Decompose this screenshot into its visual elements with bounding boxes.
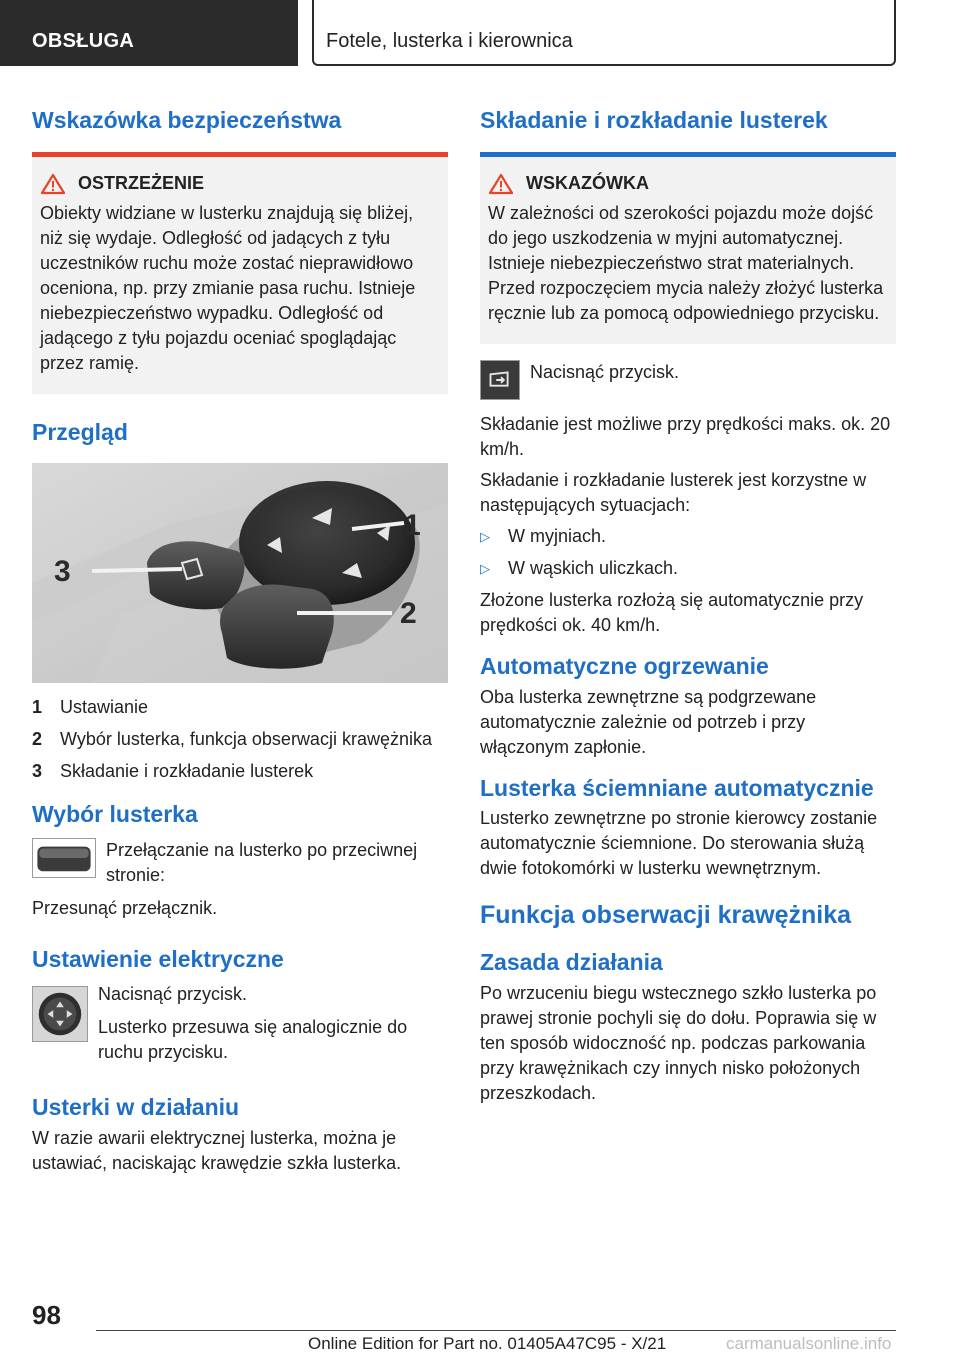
- footer-divider: [96, 1330, 896, 1331]
- warning-text: Obiekty widziane w lusterku znajdują się bliżej, niż się wydaje. Odległość od jadących z tyłu uczestników ruchu może zostać nieprawidłowo oceniona, np. przy zmianie pasa ruchu. Istnieje niebezpieczeństwo wypadku. Odległość od jadącego z tyłu pojazdu oceniać spoglądając przez ramię.: [40, 202, 416, 373]
- fold-press-text: Nacisnąć przycisk.: [530, 361, 680, 382]
- selector-switch-icon: [32, 838, 96, 878]
- fault-heading: Usterki w działaniu: [32, 1094, 240, 1120]
- electric-move-text: Lusterko przesuwa się analogicznie do ruchu przycisku.: [98, 1017, 408, 1062]
- adjust-knob-icon: [32, 986, 88, 1042]
- warning-triangle-icon: [488, 173, 514, 195]
- fault-text: W razie awarii elektrycznej lusterka, można je ustawiać, naciskając krawędzie szkła lusterka.: [32, 1127, 402, 1173]
- edition-text: Online Edition for Part no. 01405A47C95 - X/21: [308, 1334, 667, 1353]
- list-item: ▷ W myjniach.: [480, 524, 896, 549]
- principle-text: Po wrzuceniu biegu wstecznego szkło lusterka po prawej stronie pochyli się do dołu. Poprawia się w ten sposób widoczność np. podczas parkowania przy krawężnikach czy innych nisko położonych przeszkodach.: [480, 983, 877, 1103]
- list-item: ▷ W wąskich uliczkach.: [480, 556, 896, 581]
- mirror-select-heading: Wybór lusterka: [32, 800, 198, 827]
- safety-heading: Wskazówka bezpieczeństwa: [32, 107, 342, 133]
- notice-label: WSKAZÓWKA: [526, 173, 649, 194]
- dimming-heading: Lusterka ściemniane automatycznie: [480, 774, 874, 801]
- dimming-text: Lusterko zewnętrzne po stronie kierowcy zostanie automatycznie ściemnione. Do sterowania służą dwie fotokomórki w lusterku wewnętrznym.: [480, 808, 878, 879]
- electric-press-text: Nacisnąć przycisk.: [98, 984, 248, 1004]
- photo-label-2: 2: [400, 596, 417, 630]
- mirror-select-action: Przesunąć przełącznik.: [32, 898, 218, 919]
- warning-box: [32, 152, 448, 394]
- fold-button-icon: [480, 360, 520, 400]
- overview-list: [32, 695, 448, 784]
- heating-heading: Automatyczne ogrzewanie: [480, 652, 769, 679]
- page-number: 98: [32, 1300, 61, 1330]
- page-header: [0, 0, 960, 66]
- section-tab: OBSŁUGA: [0, 0, 298, 66]
- warning-triangle-icon: [40, 173, 66, 195]
- bullet-triangle-icon: ▷: [480, 560, 490, 576]
- chapter-tab: Fotele, lusterka i kierownica: [312, 0, 896, 66]
- notice-box: [480, 152, 896, 344]
- list-item: 3 Składanie i rozkładanie lusterek: [32, 760, 314, 781]
- fold-heading: Składanie i rozkładanie lusterek: [480, 107, 828, 133]
- photo-label-3: 3: [54, 554, 71, 588]
- photo-label-1: 1: [404, 508, 421, 542]
- curb-heading: Funkcja obserwacji krawężnika: [480, 901, 851, 930]
- watermark: carmanualsonline.info: [726, 1334, 892, 1353]
- electric-adjust-heading: Ustawienie elektryczne: [32, 946, 284, 973]
- fold-useful-text: Składanie i rozkładanie lusterek jest korzystne w następujących sytuacjach:: [480, 469, 867, 515]
- mirror-controls-photo: [32, 463, 448, 683]
- fold-auto-text: Złożone lusterka rozłożą się automatycznie przy prędkości ok. 40 km/h.: [480, 589, 864, 635]
- right-column: [480, 100, 896, 1106]
- mirror-select-text: Przełączanie na lusterko po przeciwnej stronie:: [106, 840, 418, 886]
- list-item: 2 Wybór lusterka, funkcja obserwacji krawężnika: [32, 728, 432, 749]
- heating-text: Oba lusterka zewnętrzne są podgrzewane automatycznie zależnie od potrzeb i przy włączonym zapłonie.: [480, 686, 817, 757]
- warning-label: OSTRZEŻENIE: [78, 173, 205, 194]
- overview-heading: Przegląd: [32, 418, 128, 445]
- fold-situations-list: [480, 524, 896, 581]
- principle-heading: Zasada działania: [480, 949, 663, 976]
- bullet-triangle-icon: ▷: [480, 528, 490, 544]
- notice-text: W zależności od szerokości pojazdu może dojść do jego uszkodzenia w myjni automatycznej. Istnieje niebezpieczeństwo strat materialnych. Przed rozpoczęciem mycia należy złożyć lusterka ręcznie lub za pomocą odpowiedniego przycisku.: [488, 202, 884, 323]
- fold-speed-text: Składanie jest możliwe przy prędkości maks. ok. 20 km/h.: [480, 413, 891, 459]
- list-item: 1 Ustawianie: [32, 696, 149, 717]
- left-column: [32, 100, 448, 1176]
